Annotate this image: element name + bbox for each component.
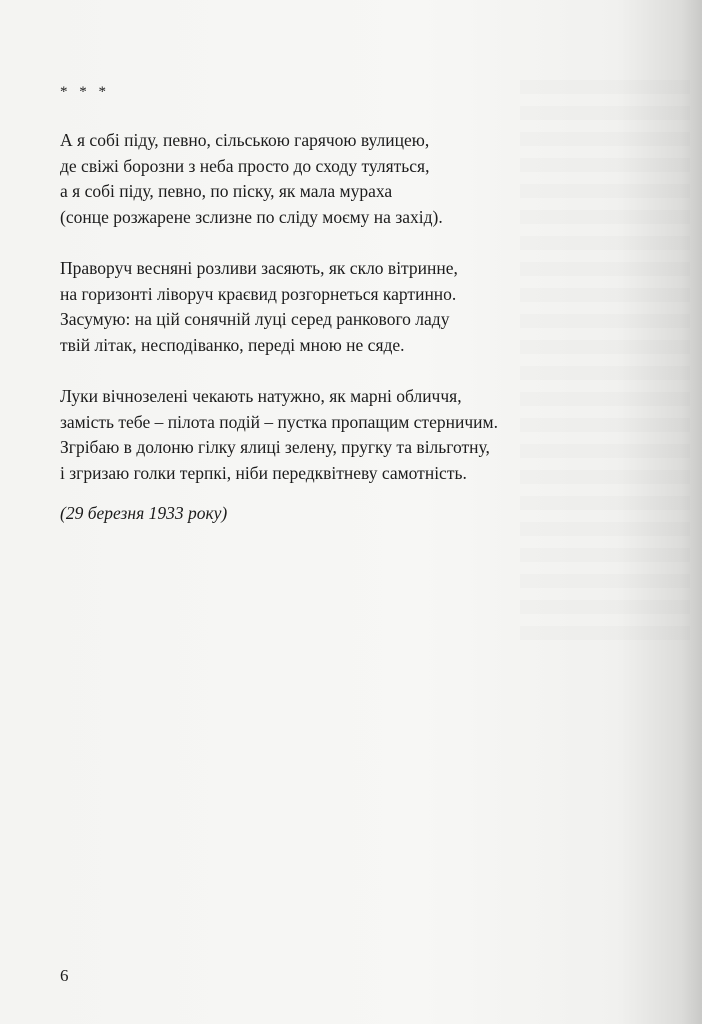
stanza-3 [60, 384, 560, 486]
poem-line: Засумую: на цій сонячній луці серед ранкового ладу [60, 309, 450, 329]
poem-line: а я собі піду, певно, по піску, як мала мураха [60, 181, 393, 201]
poem-line: Праворуч весняні розливи засяють, як скло вітринне, [60, 258, 458, 278]
stanza-1 [60, 128, 560, 230]
poem-date: (29 березня 1933 року) [60, 503, 228, 523]
poem-line: і згризаю голки терпкі, ніби передквітневу самотність. [60, 462, 467, 483]
poem-line: Луки вічнозелені чекають натужно, як марні обличчя, [60, 386, 462, 406]
page-number: 6 [60, 966, 69, 985]
poem-line: де свіжі борозни з неба просто до сходу туляться, [60, 155, 430, 176]
section-asterisks: * * * [60, 84, 110, 100]
poem-line: на горизонті ліворуч краєвид розгорнеться картинно. [60, 283, 457, 304]
poem-line: Згрібаю в долоню гілку ялиці зелену, пругку та вільготну, [60, 437, 490, 457]
poem-line: замість тебе – пілота подій – пустка пропащим стерничим. [60, 411, 498, 432]
poem-line: А я собі піду, певно, сільською гарячою вулицею, [60, 130, 430, 150]
poem [60, 128, 560, 512]
poem-line: (сонце розжарене зслизне по сліду моєму на захід). [60, 206, 443, 227]
poem-line: твій літак, несподіванко, переді мною не сяде. [60, 334, 405, 355]
stanza-2 [60, 256, 560, 358]
